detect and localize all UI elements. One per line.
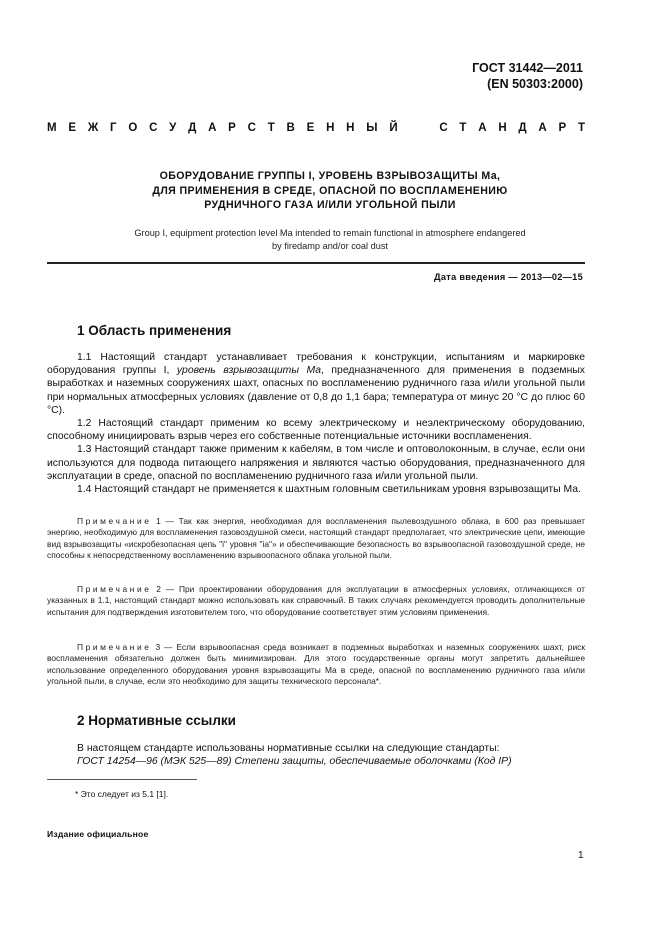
title-line: ДЛЯ ПРИМЕНЕНИЯ В СРЕДЕ, ОПАСНОЙ ПО ВОСПЛАМЕНЕНИЮ — [152, 184, 508, 197]
banner-letter: Т — [459, 122, 467, 134]
document-title-en — [60, 227, 600, 252]
banner-letter — [409, 122, 412, 134]
banner-letter: М — [47, 122, 57, 134]
banner-letter: Д — [518, 122, 527, 134]
introduction-date: Дата введения — 2013—02—15 — [434, 272, 583, 282]
references-intro: В настоящем стандарте использованы нормативные ссылки на следующие стандарты: — [77, 743, 500, 754]
section-2-body — [47, 742, 585, 768]
banner-letter: С — [439, 122, 448, 134]
banner-letter: Е — [68, 122, 77, 134]
title-line: ОБОРУДОВАНИЕ ГРУППЫ I, УРОВЕНЬ ВЗРЫВОЗАЩИТЫ Ма, — [159, 170, 501, 182]
note-label: Примечание — [77, 584, 152, 594]
note-label: Примечание — [77, 642, 152, 652]
note-3: Примечание 3 — Если взрывоопасная среда возникает в подземных выработках и наземных сооружениях шахт, риск воспламенения обязательно должен быть минимизирован. Для этого государственные органы могут запретить дальнейшее использование определенного оборудования уровня взрывозащиты Ма в среде, опасной по воспламенению рудничного газа и/или угольной пыли, в случае, если это необходимо для защиты технического персонала*. — [47, 642, 585, 687]
title-en-line: by firedamp and/or coal dust — [272, 240, 388, 251]
clause-1-1: 1.1 Настоящий стандарт устанавливает требования к конструкции, испытаниям и маркировке оборудования группы I, уровень взрывозащиты Ма, предназначенного для применения в подземных выработках и наземных сооружениях шахт, опасных по воспламенению рудничного газа и/или угольной пыли при нормальных атмосферных условиях (давление от 0,8 до 1,1 бара; температура от минус 20 °С до плюс 60 °С). — [47, 352, 585, 416]
note-label: Примечание — [77, 516, 152, 526]
banner-letter: А — [478, 122, 487, 134]
banner-letter: Е — [306, 122, 315, 134]
banner-letter: Й — [389, 122, 398, 134]
interstate-standard-banner — [47, 122, 585, 134]
clause-1-2: 1.2 Настоящий стандарт применим ко всему электрическому и неэлектрическому оборудованию, способному инициировать взрыв через его собственные потенциальные источники воспламенения. — [47, 418, 585, 443]
section-1-body — [47, 351, 585, 496]
banner-letter: О — [128, 122, 138, 134]
banner-letter: С — [149, 122, 158, 134]
title-en-line: Group I, equipment protection level Ma intended to remain functional in atmosphere endangered — [134, 228, 526, 238]
page-number: 1 — [578, 850, 584, 861]
reference-gost-14254: ГОСТ 14254—96 (МЭК 525—89) Степени защиты, обеспечиваемые оболочками (Код IP) — [77, 756, 512, 768]
banner-letter: Ы — [366, 122, 378, 134]
banner-letter: Д — [188, 122, 197, 134]
note-1: Примечание 1 — Так как энергия, необходимая для воспламенения пылевоздушного облака, в 600 раз превышает энергию, необходимую для воспламенения газовоздушной смеси, настоящий стандарт предполагает, что электрические цепи, имеющие вид взрывозащиты «искробезопасная цепь "i" уровня "ia"» и обеспечивающие безопасность во взрывоопасной газовоздушной среде, не способны к непосредственному воспламенению взрывоопасного облака угольной пыли. — [47, 516, 585, 561]
banner-letter: Н — [498, 122, 507, 134]
banner-letter: Ж — [87, 122, 99, 134]
banner-letter: А — [538, 122, 547, 134]
en-reference: (EN 50303:2000) — [487, 77, 583, 91]
clause-1-3: 1.3 Настоящий стандарт также применим к кабелям, в том числе и оптоволоконным, в случае, если они используются для подвода питающего напряжения и являются частью оборудования, предназначенного для эксплуатации в среде, опасной по воспламенению рудничного газа и/или угольной пыли. — [47, 444, 585, 482]
official-edition-label: Издание официальное — [47, 829, 149, 839]
banner-letter: А — [208, 122, 217, 134]
standard-designation — [472, 60, 583, 92]
banner-letter: Р — [558, 122, 567, 134]
banner-letter: Т — [267, 122, 275, 134]
banner-letter: Н — [326, 122, 335, 134]
banner-letter: Р — [228, 122, 236, 134]
footnote: * Это следует из 5.1 [1]. — [75, 789, 169, 799]
title-divider — [47, 262, 585, 264]
banner-letter: С — [247, 122, 256, 134]
banner-letter: Г — [110, 122, 117, 134]
section-2-heading: 2 Нормативные ссылки — [77, 713, 236, 728]
document-title-ru — [60, 169, 600, 213]
note-2: Примечание 2 — При проектировании оборудования для эксплуатации в атмосферных условиях, отличающихся от указанных в 1.1, настоящий стандарт можно использовать как справочный. В таких случаях рекомендуется проводить дополнительные испытания для подтверждения изготовителем того, что оборудование соответствует этим условиям применения. — [47, 584, 585, 617]
clause-1-4: 1.4 Настоящий стандарт не применяется к шахтным головным светильникам уровня взрывозащиты Ма. — [77, 484, 581, 496]
banner-letter: Т — [577, 122, 585, 134]
title-line: РУДНИЧНОГО ГАЗА И/ИЛИ УГОЛЬНОЙ ПЫЛИ — [204, 199, 456, 211]
banner-letter: Н — [346, 122, 355, 134]
banner-letter — [424, 122, 427, 134]
standard-number: ГОСТ 31442—2011 — [472, 61, 583, 75]
banner-letter: У — [169, 122, 177, 134]
section-1-heading: 1 Область применения — [77, 323, 232, 338]
protection-level-term: уровень взрывозащиты Ма — [176, 365, 322, 377]
footnote-divider — [47, 779, 197, 780]
banner-letter: В — [286, 122, 295, 134]
